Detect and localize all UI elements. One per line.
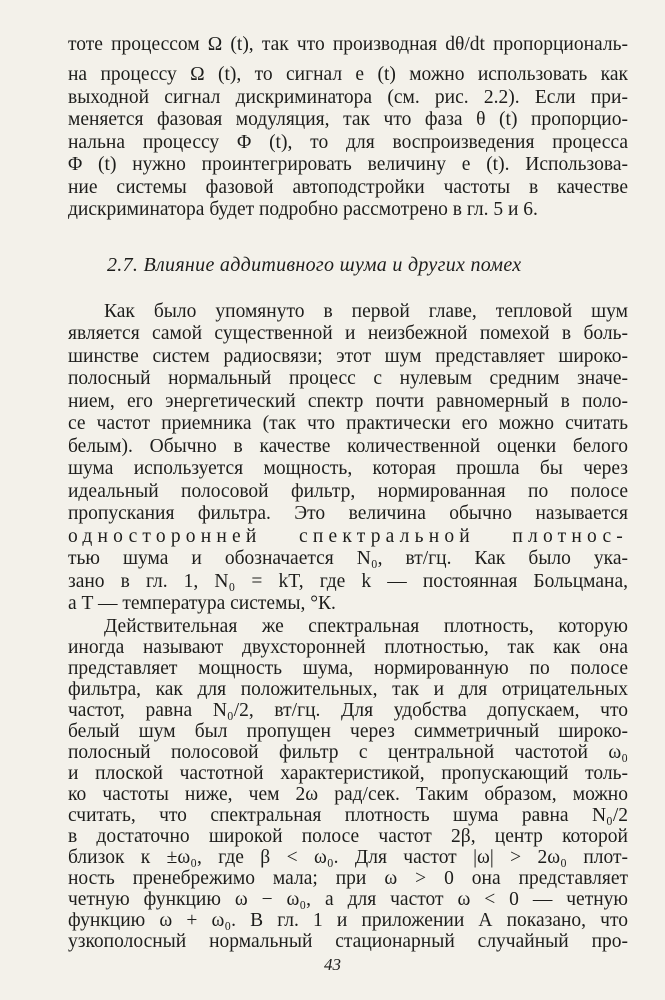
text-line: се частот приемника (так что практически его можно считать [68, 413, 628, 434]
text-line: белым). Обычно в качестве количественной оценки белого [68, 436, 628, 457]
text-line: узкополосный нормальный стационарный случайный про- [68, 931, 628, 952]
page-number: 43 [324, 955, 341, 974]
text-line: представляет мощность шума, нормированную по полосе [68, 658, 628, 679]
text-line: зано в гл. 1, N₀ = kT, где k — постоянная Больцмана, [68, 571, 628, 592]
text-line: частот, равна N₀/2, вт/гц. Для удобства допускаем, что [68, 700, 628, 721]
text-line: шума используется мощность, которая прошла бы через [68, 458, 628, 479]
text-line: считать, что спектральная плотность шума равна N₀/2 [68, 805, 628, 826]
text-line: шинстве систем радиосвязи; этот шум представляет широко- [68, 346, 628, 367]
text-line: Φ (t) нужно проинтегрировать величину e (t). Использова- [68, 154, 628, 175]
text-line: а T — температура системы, °К. [68, 593, 336, 614]
text-line: пропускания фильтра. Это величина обычно называется [68, 503, 628, 524]
text-line: близок к ±ω₀, где β < ω₀. Для частот |ω| > 2ω₀ плот- [68, 847, 628, 868]
text-line: полосный нормальный процесс с нулевым средним значе- [68, 368, 628, 389]
text-line: дискриминатора будет подробно рассмотрено в гл. 5 и 6. [68, 199, 538, 220]
text-line: является самой существенной и неизбежной помехой в боль- [68, 323, 628, 344]
text-line: Как было упомянуто в первой главе, тепловой шум [104, 301, 628, 322]
text-line: на процессу Ω (t), то сигнал e (t) можно использовать как [68, 64, 628, 85]
text-line: меняется фазовая модуляция, так что фаза θ (t) пропорцио- [68, 109, 628, 130]
text-line: тоте процессом Ω (t), так что производная dθ/dt пропорциональ- [68, 34, 628, 55]
section-heading: 2.7. Влияние аддитивного шума и других помех [107, 254, 522, 276]
text-line: выходной сигнал дискриминатора (см. рис. 2.2). Если при- [68, 87, 628, 108]
text-line: четную функцию ω − ω₀, а для частот ω < 0 — четную [68, 889, 628, 910]
text-line: нальна процессу Φ (t), то для воспроизведения процесса [68, 132, 628, 153]
text-line: белый шум был пропущен через симметричный широко- [68, 721, 628, 742]
text-line: Действительная же спектральная плотность, которую [104, 616, 628, 637]
text-line: ние системы фазовой автоподстройки частоты в качестве [68, 177, 628, 198]
text-line: тью шума и обозначается N₀, вт/гц. Как было ука- [68, 548, 628, 569]
text-line: односторонней спектральной плотнос- [68, 526, 628, 547]
text-line: полосный полосовой фильтр с центральной частотой ω₀ [68, 742, 628, 763]
text-line: иногда называют двухсторонней плотностью, так как она [68, 637, 628, 658]
text-line: ко частоты ниже, чем 2ω рад/сек. Таким образом, можно [68, 784, 628, 805]
text-line: в достаточно широкой полосе частот 2β, центр которой [68, 826, 628, 847]
text-line: ность пренебрежимо мала; при ω > 0 она представляет [68, 868, 628, 889]
text-line: идеальный полосовой фильтр, нормированная по полосе [68, 481, 628, 502]
text-line: и плоской частотной характеристикой, пропускающий толь- [68, 763, 628, 784]
text-line: функцию ω + ω₀. В гл. 1 и приложении А показано, что [68, 910, 628, 931]
text-line: нием, его энергетический спектр почти равномерный в поло- [68, 391, 628, 412]
text-line: фильтра, как для положительных, так и для отрицательных [68, 679, 628, 700]
